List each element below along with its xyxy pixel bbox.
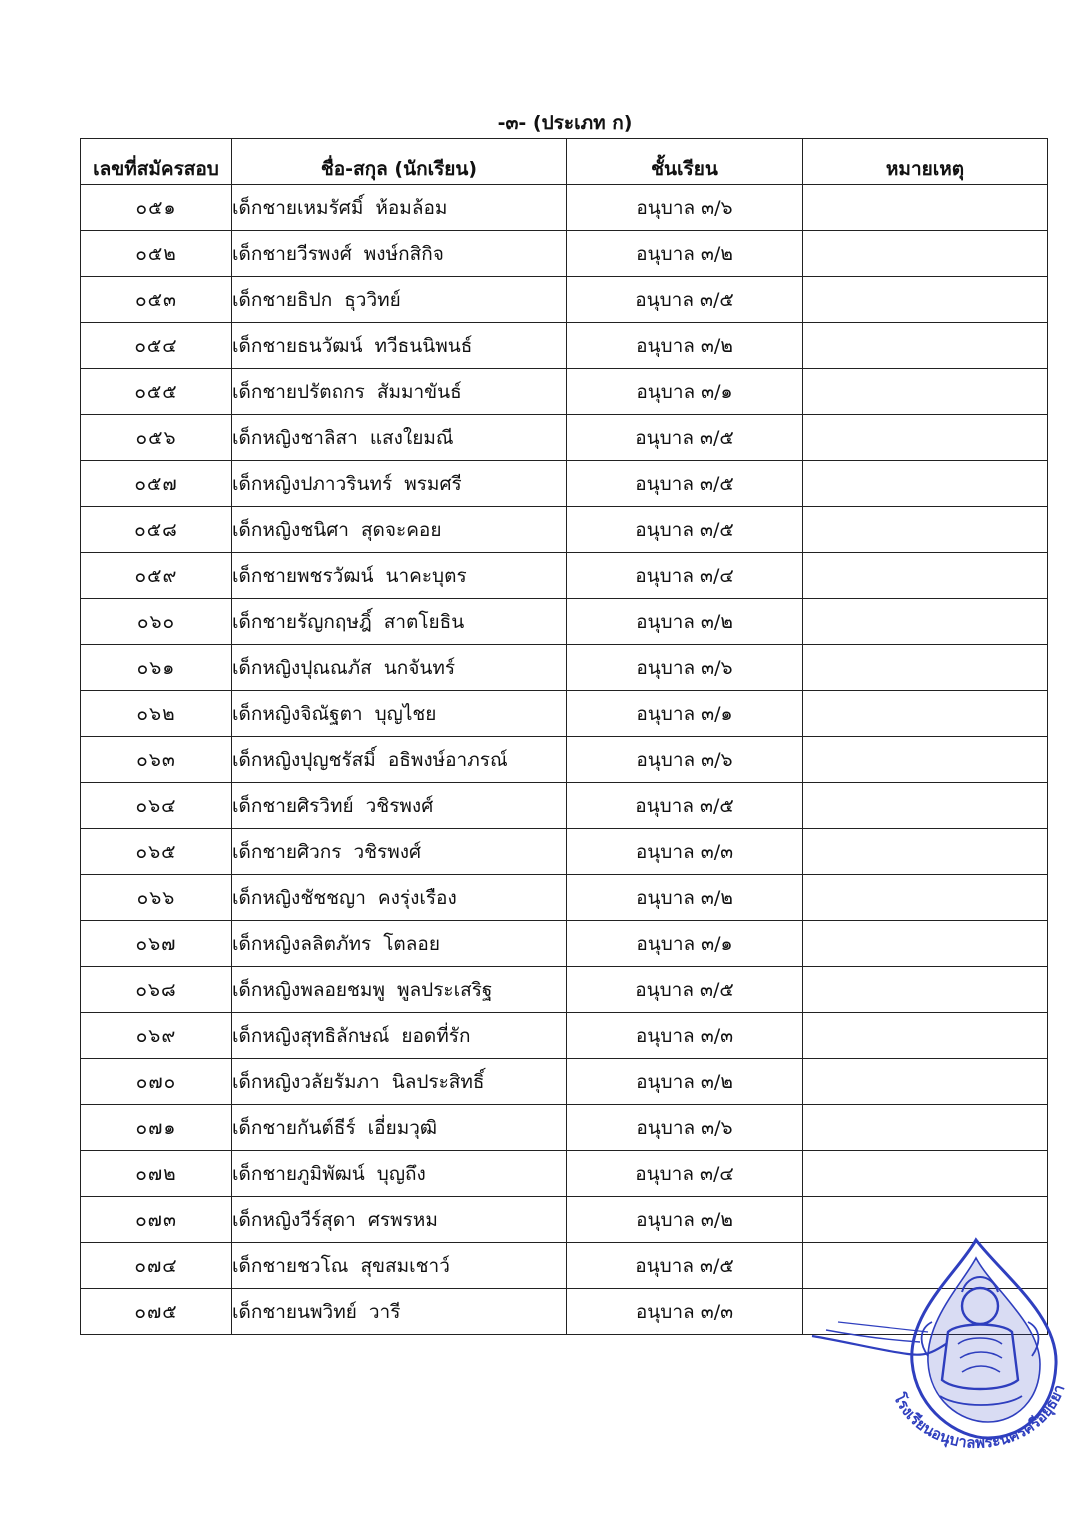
student-class: อนุบาล ๓/๖ (567, 737, 803, 783)
student-last-name: อธิพงษ์อาภรณ์ (387, 748, 508, 771)
student-last-name: โตลอย (383, 932, 440, 955)
applicant-number: ๐๖๐ (81, 599, 232, 645)
student-name (232, 277, 567, 323)
note-cell (803, 507, 1048, 553)
note-cell (803, 875, 1048, 921)
student-name (232, 645, 567, 691)
student-name (232, 783, 567, 829)
student-first-name: เด็กชายวีรพงศ์ (232, 242, 352, 265)
applicant-number: ๐๗๓ (81, 1197, 232, 1243)
applicant-number: ๐๖๒ (81, 691, 232, 737)
applicant-number: ๐๖๖ (81, 875, 232, 921)
note-cell (803, 737, 1048, 783)
student-first-name: เด็กหญิงปุณณภัส (232, 656, 372, 679)
column-header-number: เลขที่สมัครสอบ (81, 139, 232, 185)
student-name (232, 829, 567, 875)
applicant-number: ๐๖๘ (81, 967, 232, 1013)
student-name (232, 553, 567, 599)
seal-text: โรงเรียนอนุบาลพระนครศรีอยุธยา (889, 1382, 1069, 1452)
student-first-name: เด็กหญิงวีร์สุดา (232, 1208, 356, 1231)
student-first-name: เด็กชายธิปก (232, 288, 333, 311)
applicant-number: ๐๗๕ (81, 1289, 232, 1335)
student-last-name: สาตโยธิน (383, 610, 465, 633)
student-class: อนุบาล ๓/๔ (567, 1151, 803, 1197)
student-name (232, 461, 567, 507)
student-first-name: เด็กชายปรัตถกร (232, 380, 365, 403)
student-last-name: พูลประเสริฐ (396, 978, 493, 1001)
note-cell (803, 829, 1048, 875)
student-last-name: ศรพรหม (367, 1208, 438, 1231)
note-cell (803, 1151, 1048, 1197)
student-last-name: บุญถึง (376, 1162, 426, 1185)
student-name (232, 875, 567, 921)
student-first-name: เด็กชายเหมรัศมิ์ (232, 196, 364, 219)
applicant-number: ๐๕๓ (81, 277, 232, 323)
student-first-name: เด็กชายธนวัฒน์ (232, 334, 363, 357)
student-name (232, 1289, 567, 1335)
student-first-name: เด็กหญิงปุญชรัสมิ์ (232, 748, 376, 771)
applicant-number: ๐๕๒ (81, 231, 232, 277)
student-name (232, 231, 567, 277)
table-row (81, 829, 1048, 875)
table-row (81, 783, 1048, 829)
student-last-name: นกจันทร์ (383, 656, 456, 679)
student-class: อนุบาล ๓/๕ (567, 1243, 803, 1289)
student-class: อนุบาล ๓/๕ (567, 783, 803, 829)
student-first-name: เด็กหญิงชนิศา (232, 518, 349, 541)
student-name (232, 507, 567, 553)
note-cell (803, 967, 1048, 1013)
student-class: อนุบาล ๓/๕ (567, 967, 803, 1013)
student-first-name: เด็กชายรัญกฤษฎิ์ (232, 610, 372, 633)
table-row (81, 277, 1048, 323)
student-name (232, 1243, 567, 1289)
student-first-name: เด็กชายภูมิพัฒน์ (232, 1162, 365, 1185)
student-class: อนุบาล ๓/๖ (567, 185, 803, 231)
student-class: อนุบาล ๓/๕ (567, 461, 803, 507)
column-header-class: ชั้นเรียน (567, 139, 803, 185)
student-last-name: สุขสมเชาว์ (360, 1254, 450, 1277)
student-name (232, 691, 567, 737)
note-cell (803, 691, 1048, 737)
note-cell (803, 461, 1048, 507)
student-last-name: นาคะบุตร (385, 564, 467, 587)
table-row (81, 737, 1048, 783)
table-row (81, 875, 1048, 921)
student-last-name: คงรุ่งเรือง (377, 886, 457, 909)
student-last-name: นิลประสิทธิ์ (391, 1070, 485, 1093)
student-class: อนุบาล ๓/๖ (567, 1105, 803, 1151)
note-cell (803, 645, 1048, 691)
student-last-name: ห้อมล้อม (375, 196, 448, 219)
student-first-name: เด็กชายศิวกร (232, 840, 342, 863)
student-name (232, 967, 567, 1013)
applicant-number: ๐๖๓ (81, 737, 232, 783)
note-cell (803, 1013, 1048, 1059)
applicant-number: ๐๗๒ (81, 1151, 232, 1197)
table-row (81, 1151, 1048, 1197)
student-first-name: เด็กหญิงสุทธิลักษณ์ (232, 1024, 390, 1047)
student-last-name: เอี่ยมวุฒิ (367, 1116, 438, 1139)
table-row (81, 967, 1048, 1013)
student-first-name: เด็กหญิงจิณัฐตา (232, 702, 363, 725)
student-first-name: เด็กชายพชรวัฒน์ (232, 564, 374, 587)
student-name (232, 1197, 567, 1243)
applicant-number: ๐๕๘ (81, 507, 232, 553)
note-cell (803, 415, 1048, 461)
school-seal-icon (808, 1232, 1070, 1464)
student-first-name: เด็กหญิงชัชชญา (232, 886, 366, 909)
applicant-number: ๐๗๐ (81, 1059, 232, 1105)
table-row (81, 1059, 1048, 1105)
student-name (232, 323, 567, 369)
note-cell (803, 599, 1048, 645)
student-class: อนุบาล ๓/๒ (567, 323, 803, 369)
student-name (232, 599, 567, 645)
column-header-note: หมายเหตุ (803, 139, 1048, 185)
note-cell (803, 323, 1048, 369)
student-last-name: ทวีธนนิพนธ์ (374, 334, 473, 357)
table-row (81, 921, 1048, 967)
student-class: อนุบาล ๓/๓ (567, 1289, 803, 1335)
note-cell (803, 185, 1048, 231)
applicant-number: ๐๕๙ (81, 553, 232, 599)
student-name (232, 415, 567, 461)
student-class: อนุบาล ๓/๖ (567, 645, 803, 691)
student-last-name: วารี (368, 1300, 401, 1323)
applicant-number: ๐๖๙ (81, 1013, 232, 1059)
student-name (232, 737, 567, 783)
student-class: อนุบาล ๓/๔ (567, 553, 803, 599)
student-last-name: บุญไชย (374, 702, 437, 725)
applicant-number: ๐๕๗ (81, 461, 232, 507)
student-name (232, 1105, 567, 1151)
applicant-number: ๐๖๔ (81, 783, 232, 829)
note-cell (803, 921, 1048, 967)
applicant-number: ๐๖๗ (81, 921, 232, 967)
student-name (232, 921, 567, 967)
student-class: อนุบาล ๓/๑ (567, 369, 803, 415)
student-last-name: พรมศรี (404, 472, 462, 495)
note-cell (803, 369, 1048, 415)
student-name (232, 185, 567, 231)
table-row (81, 369, 1048, 415)
student-class: อนุบาล ๓/๕ (567, 507, 803, 553)
table-row (81, 461, 1048, 507)
student-first-name: เด็กหญิงชาลิสา (232, 426, 358, 449)
student-class: อนุบาล ๓/๕ (567, 277, 803, 323)
note-cell (803, 277, 1048, 323)
note-cell (803, 553, 1048, 599)
student-class: อนุบาล ๓/๑ (567, 921, 803, 967)
student-first-name: เด็กหญิงพลอยชมพู (232, 978, 385, 1001)
student-first-name: เด็กชายศิรวิทย์ (232, 794, 354, 817)
student-first-name: เด็กหญิงวลัยรัมภา (232, 1070, 380, 1093)
student-name (232, 1013, 567, 1059)
note-cell (803, 231, 1048, 277)
student-first-name: เด็กหญิงปภาวรินทร์ (232, 472, 393, 495)
table-row (81, 231, 1048, 277)
table-body (81, 185, 1048, 1335)
table-row (81, 185, 1048, 231)
applicant-number: ๐๗๔ (81, 1243, 232, 1289)
table-row (81, 1105, 1048, 1151)
note-cell (803, 1059, 1048, 1105)
note-cell (803, 783, 1048, 829)
student-name (232, 369, 567, 415)
student-last-name: พงษ์กสิกิจ (363, 242, 444, 265)
student-last-name: วชิรพงศ์ (365, 794, 434, 817)
student-class: อนุบาล ๓/๒ (567, 599, 803, 645)
student-class: อนุบาล ๓/๒ (567, 231, 803, 277)
applicant-number: ๐๕๑ (81, 185, 232, 231)
table-row (81, 645, 1048, 691)
student-first-name: เด็กชายกันต์ธีร์ (232, 1116, 356, 1139)
student-class: อนุบาล ๓/๒ (567, 875, 803, 921)
student-class: อนุบาล ๓/๓ (567, 1013, 803, 1059)
table-row (81, 553, 1048, 599)
student-last-name: สัมมาขันธ์ (376, 380, 462, 403)
student-class: อนุบาล ๓/๑ (567, 691, 803, 737)
table-row (81, 691, 1048, 737)
applicant-number: ๐๕๔ (81, 323, 232, 369)
student-first-name: เด็กชายนพวิทย์ (232, 1300, 357, 1323)
student-name (232, 1059, 567, 1105)
applicant-number: ๐๗๑ (81, 1105, 232, 1151)
table-row (81, 415, 1048, 461)
student-first-name: เด็กชายชวโณ (232, 1254, 349, 1277)
applicant-number: ๐๖๕ (81, 829, 232, 875)
applicant-table (80, 138, 1048, 1335)
student-name (232, 1151, 567, 1197)
table-row (81, 599, 1048, 645)
note-cell (803, 1105, 1048, 1151)
table-row (81, 323, 1048, 369)
applicant-number: ๐๕๖ (81, 415, 232, 461)
applicant-number: ๐๕๕ (81, 369, 232, 415)
student-class: อนุบาล ๓/๓ (567, 829, 803, 875)
page-header: -๓- (ประเภท ก) (497, 112, 633, 134)
student-class: อนุบาล ๓/๕ (567, 415, 803, 461)
student-last-name: สุดจะคอย (360, 518, 442, 541)
student-last-name: ยอดที่รัก (401, 1024, 471, 1047)
applicant-number: ๐๖๑ (81, 645, 232, 691)
student-last-name: ธุววิทย์ (344, 288, 401, 311)
student-class: อนุบาล ๓/๒ (567, 1059, 803, 1105)
student-last-name: แสงใยมณี (369, 426, 454, 449)
student-first-name: เด็กหญิงลลิตภัทร (232, 932, 372, 955)
table-header-row (81, 139, 1048, 185)
table-row (81, 507, 1048, 553)
student-class: อนุบาล ๓/๒ (567, 1197, 803, 1243)
student-last-name: วชิรพงศ์ (353, 840, 422, 863)
table-row (81, 1013, 1048, 1059)
column-header-name: ชื่อ-สกุล (นักเรียน) (232, 139, 567, 185)
